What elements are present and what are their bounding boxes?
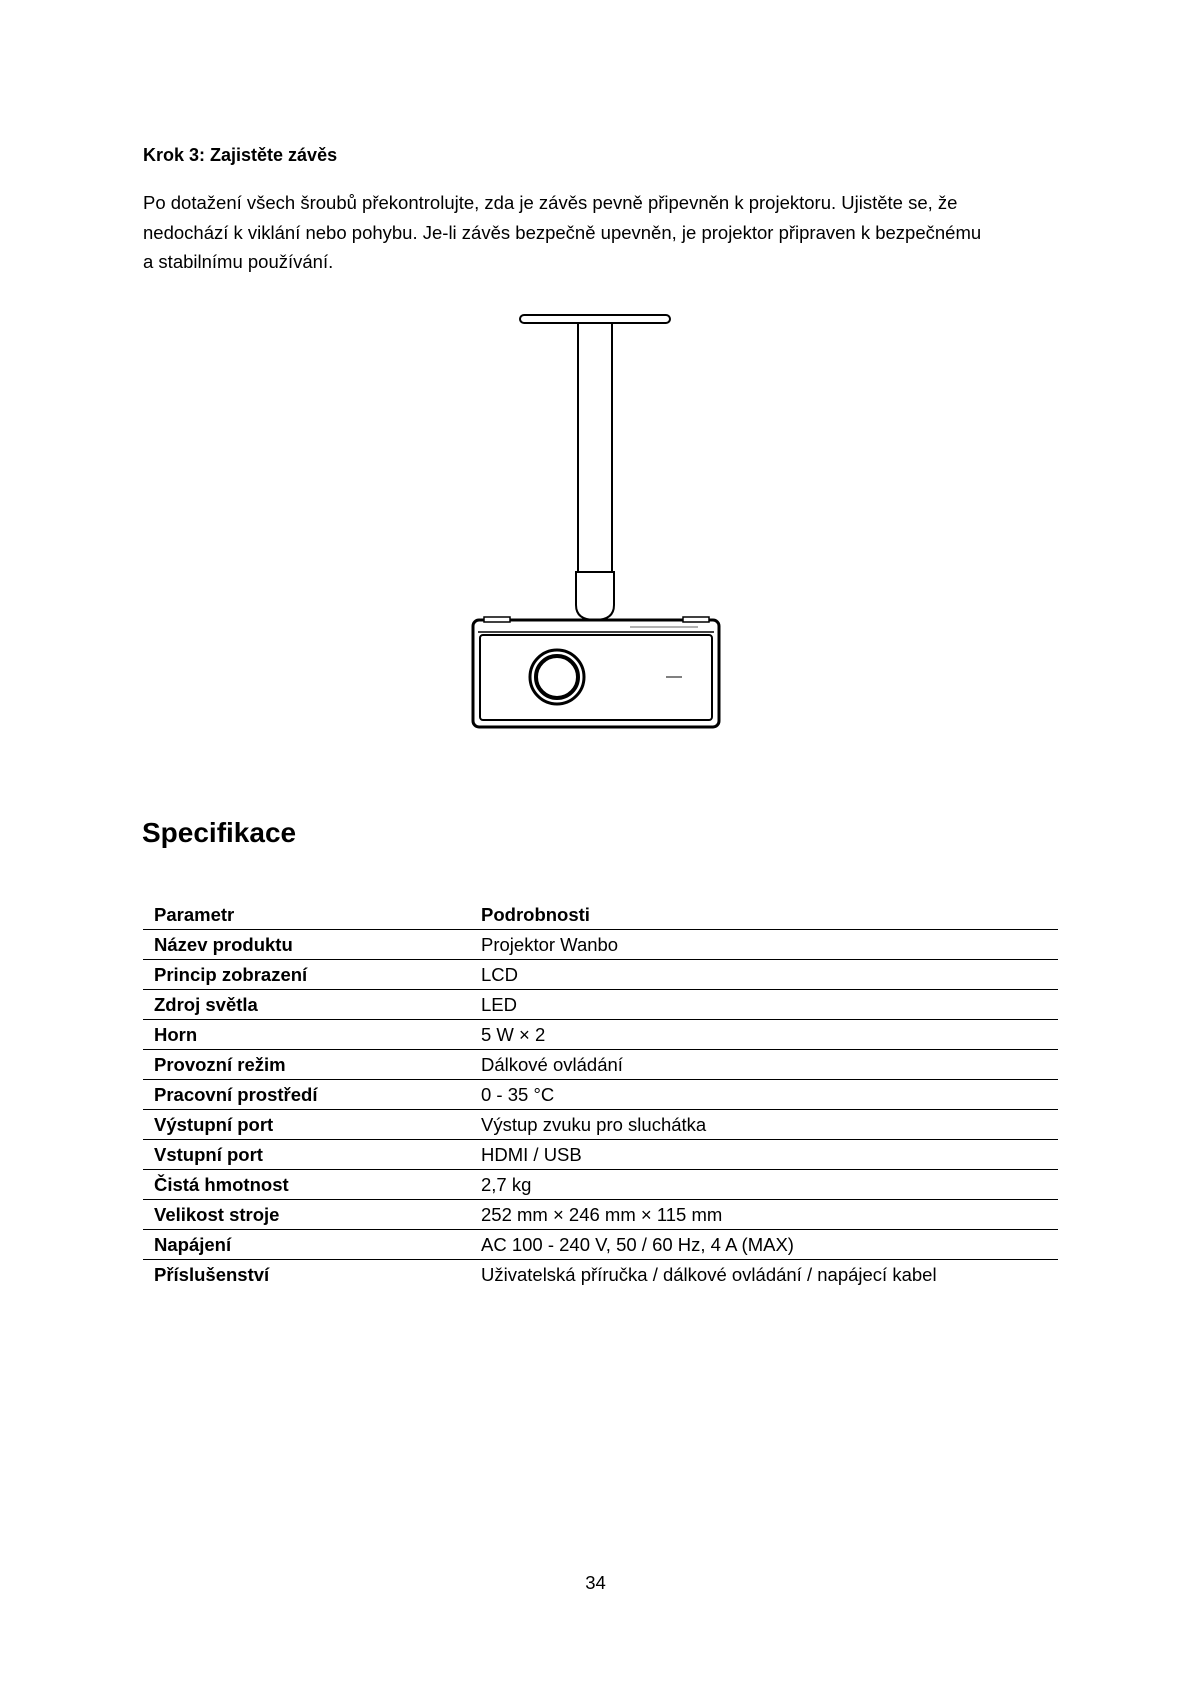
column-header-detail: Podrobnosti (470, 900, 1058, 930)
table-row (143, 1200, 1058, 1230)
param-cell: Příslušenství (154, 1264, 270, 1285)
column-header-param: Parametr (143, 900, 470, 930)
table-row (143, 1050, 1058, 1080)
table-row (143, 930, 1058, 960)
detail-cell: Projektor Wanbo (470, 930, 1058, 960)
detail-cell: 0 - 35 °C (470, 1080, 1058, 1110)
param-cell: Výstupní port (143, 1110, 470, 1140)
param-cell: Horn (143, 1020, 470, 1050)
table-row (143, 1080, 1058, 1110)
table-row (143, 1110, 1058, 1140)
param-cell: Napájení (143, 1230, 470, 1260)
detail-cell: 5 W × 2 (470, 1020, 1058, 1050)
table-row (143, 1230, 1058, 1260)
step-body (143, 188, 1063, 277)
param-cell: Název produktu (143, 930, 470, 960)
table-header-row (143, 900, 1058, 930)
param-cell: Provozní režim (143, 1050, 470, 1080)
param-cell: Princip zobrazení (143, 960, 470, 990)
param-cell: Pracovní prostředí (143, 1080, 470, 1110)
detail-cell: Uživatelská příručka / dálkové ovládání / napájecí kabel (481, 1264, 937, 1285)
param-cell: Vstupní port (143, 1140, 470, 1170)
param-cell: Čistá hmotnost (143, 1170, 470, 1200)
detail-cell: HDMI / USB (470, 1140, 1058, 1170)
page-number: 34 (585, 1572, 606, 1593)
detail-cell: Dálkové ovládání (470, 1050, 1058, 1080)
table-row (143, 990, 1058, 1020)
param-cell: Velikost stroje (143, 1200, 470, 1230)
detail-cell: Výstup zvuku pro sluchátka (470, 1110, 1058, 1140)
table-row (143, 1260, 1058, 1290)
projector-ceiling-mount-icon (470, 310, 730, 730)
table-row (143, 960, 1058, 990)
step-heading: Krok 3: Zajistěte závěs (143, 145, 338, 165)
step-body-line: a stabilnímu používání. (143, 251, 334, 272)
section-title: Specifikace (142, 817, 297, 848)
table-row (143, 1140, 1058, 1170)
table-row (143, 1020, 1058, 1050)
step-body-line: Po dotažení všech šroubů překontrolujte, zda je závěs pevně připevněn k projektoru. Ujistěte se, že (143, 192, 958, 213)
step-body-line: nedochází k viklání nebo pohybu. Je-li závěs bezpečně upevněn, je projektor připraven k bezpečnému (143, 221, 982, 243)
detail-cell: LCD (470, 960, 1058, 990)
param-cell: Zdroj světla (143, 990, 470, 1020)
detail-cell: LED (470, 990, 1058, 1020)
detail-cell: 252 mm × 246 mm × 115 mm (470, 1200, 1058, 1230)
table-row (143, 1170, 1058, 1200)
detail-cell: AC 100 - 240 V, 50 / 60 Hz, 4 A (MAX) (470, 1230, 1058, 1260)
spec-table (143, 900, 1058, 1289)
detail-cell: 2,7 kg (470, 1170, 1058, 1200)
